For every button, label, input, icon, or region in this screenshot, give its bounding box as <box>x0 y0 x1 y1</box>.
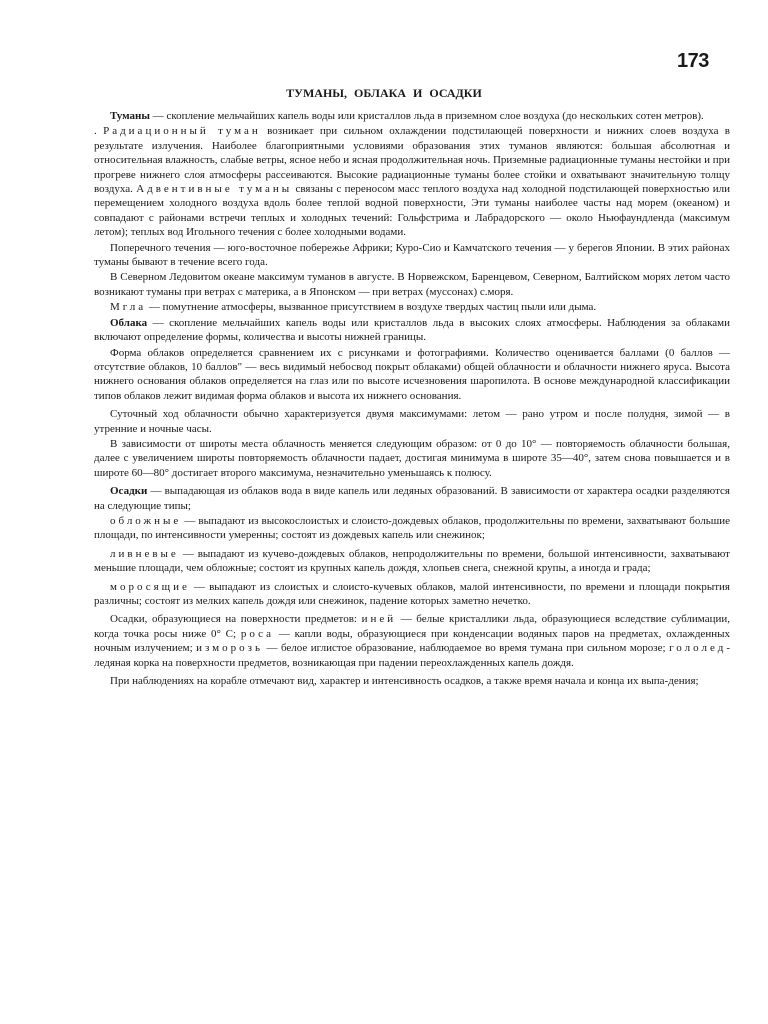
page-title: ТУМАНЫ, ОБЛАКА И ОСАДКИ <box>286 86 482 100</box>
term-showers: ливневые <box>110 547 179 560</box>
term-radiation-fog: Радиационный туман <box>103 125 261 138</box>
fog-definition: — скопление мельчайших капель воды или кристаллов льда в приземном слое воздуха (до нескольких сотен метров). <box>150 110 704 122</box>
precipitation-definition: — выпадающая из облаков вода в виде капель или ледяных образований. В зависимости от характера осадки разделяются на следующие типы; <box>94 485 730 512</box>
paragraph-latitude: В зависимости от широты места облачность меняется следующим образом: от 0 до 10° — повторяемость облачности большая, далее с увеличением широты повторяемость облачности падает, достигая минимума в широте 35—40°, затем снова повышается и в широте 60—80° достигает второго максимума, незначительно уменьшаясь к полюсу. <box>94 437 730 479</box>
rime-definition: — белые кристаллики льда, образующиеся вследствие сублимации, когда точка росы ниже 0° С; <box>94 613 730 640</box>
paragraph-fog <box>94 109 730 123</box>
continuous-definition: — выпадают из высокослоистых и слоисто-дождевых облаков, продолжительны по времени, захватывают большие площади, по интенсивности умеренны; состоят из дождевых капель или снежинок; <box>94 514 730 542</box>
term-advective-fog: Адвентивные туманы <box>136 183 293 196</box>
paragraph-precipitation <box>94 484 730 513</box>
paragraph-clouds <box>94 316 730 345</box>
paragraph-radiation-fog <box>94 124 730 239</box>
paragraph-drizzle <box>94 580 730 609</box>
page-body <box>94 109 730 689</box>
term-precipitation: Осадки <box>110 485 148 498</box>
term-haze: Мгла <box>110 301 147 314</box>
showers-definition: — выпадают из кучево-дождевых облаков, непродолжительны по времени, большой интенсивности, захватывают меньшие площади, чем обложные; состоят из крупных капель дождя, хлопьев снега, снежной крупы, а иногда и града; <box>94 547 730 575</box>
term-fog: Туманы <box>110 110 150 122</box>
paragraph-daily-cycle: Суточный ход облачности обычно характеризуется двумя максимумами: летом — рано утром и после полудня, зимой — в утренние и ночные часы. <box>94 408 730 435</box>
paragraph-ship-observation: При наблюдениях на корабле отмечают вид, характер и интенсивность осадков, а также время начала и конца их выпа-дения; <box>110 675 699 688</box>
haze-definition: — помутнение атмосферы, вызванное присутствием в воздухе твердых частиц пыли или дыма. <box>146 301 597 314</box>
radiation-text: возникает при сильном охлаждении подстилающей поверхности и нижних слоев воздуха в результате излучения. Наиболее благоприятными условиями образования этих туманов являются: большая абсолютная и относительная влажность, слабые ветры, ясное небо и ясная продолжительная ночь. Приземные радиационные туманы нестойки и при прогреве нижнего слоя атмосферы рассеиваются. Высокие радиационные туманы более стойки и охватывают значительную толщу воздуха. <box>94 125 730 196</box>
paragraph-surface-deposits <box>94 612 730 670</box>
term-glaze: гололед <box>669 642 727 655</box>
term-rime: иней <box>361 613 397 626</box>
paragraph-transverse-current: Поперечного течения — юго-восточное побережье Африки; Куро-Сио и Камчатского течения — у берегов Японии. В этих районах туманы бывают в течение всего года. <box>94 241 730 269</box>
term-continuous: обложные <box>110 514 182 527</box>
term-drizzle: моросящие <box>110 580 190 593</box>
drizzle-definition: — выпадают из слоистых и слоисто-кучевых облаков, малой интенсивности, по времени и площади покрытия различны; состоят из мелких капель дождя или снежинок, падение которых заметно нечетко. <box>94 580 730 607</box>
clouds-definition: — скопление мельчайших капель воды или кристаллов льда в высоких слоях атмосферы. Наблюдения за облаками включают определение формы, количества и высоты нижней границы. <box>94 316 730 344</box>
hoarfrost-definition: — белое иглистое образование, наблюдаемое во время тумана при сильном морозе; <box>263 642 670 655</box>
page-number: 173 <box>677 50 709 72</box>
term-clouds: Облака <box>110 316 148 329</box>
paragraph-continuous <box>94 514 730 543</box>
paragraph-showers <box>94 547 730 576</box>
radiation-prefix: . <box>94 125 104 138</box>
paragraph-arctic: В Северном Ледовитом океане максимум туманов в августе. В Норвежском, Баренцевом, Северном, Балтийском морях летом часто возникают туманы при ветрах с материка, а в Японском — при ветрах (муссонах) с.моря. <box>94 271 730 298</box>
glaze-definition: - ледяная корка на поверхности предметов, возникающая при падении переохлажденных капель дождя. <box>94 642 730 669</box>
term-hoarfrost: изморозь <box>196 642 264 655</box>
surface-intro: Осадки, образующиеся на поверхности предметов: <box>110 613 362 626</box>
paragraph-cloud-shape: Форма облаков определяется сравнением их с рисунками и фотографиями. Количество оценивается баллами (0 баллов — отсутствие облаков, 10 баллов" — весь видимый небосвод покрыт облаками) общей облачности и облачности нижнего яруса. Высота нижнего основания облаков определяется на глаз или по высоте исчезновения шаропилота. В основе международной классификации типов облаков лежит видимая форма облаков и высота их нижнего основания. <box>94 346 730 402</box>
paragraph-haze <box>94 300 730 314</box>
term-dew: роса <box>240 627 275 640</box>
dew-definition: — капли воды, образующиеся при конденсации водяных паров на предметах, охлажденных ночным излучением; <box>94 627 730 655</box>
advective-text: связаны с переносом масс теплого воздуха над холодной подстилающей поверхностью или перемещением холодного воздуха вдоль более теплой водной поверхности, Эти туманы наиболее часты над морем (океаном) и совпадают с районами встречи теплых и холодных течений: Гольфстрима и Лабрадорского — около Ньюфаундленда (максимум летом); теплых вод Игольного течения с более холодными водами. <box>94 183 731 239</box>
